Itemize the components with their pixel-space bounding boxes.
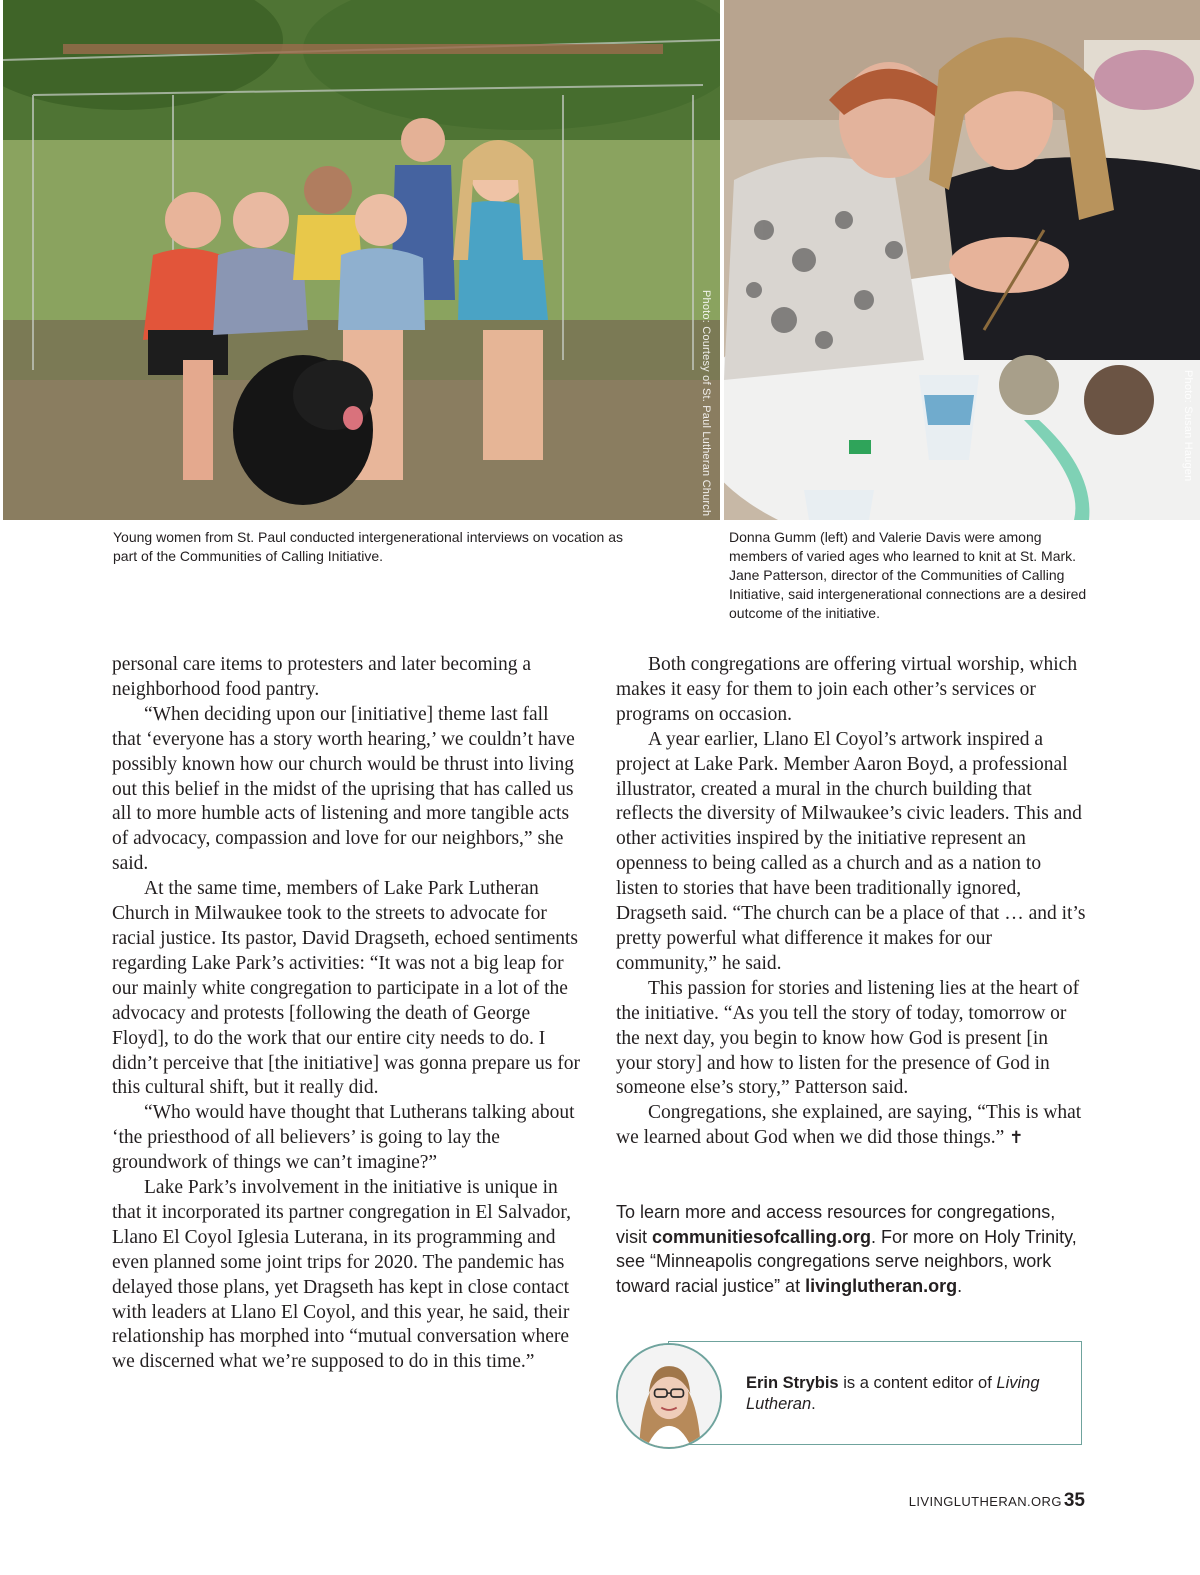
footer-site: LIVINGLUTHERAN.ORG (908, 1494, 1062, 1509)
paragraph: Lake Park’s involvement in the initiative is unique in that it incorporated its partner congregation in El Salvador, Llano El Coyol Iglesia Luterana, in its programming and even planned some joint trips for 2020. The pandemic has delayed those plans, yet Dragseth has kept in close contact with leaders at Llano El Coyol, and this year, he said, their relationship has morphed into “mutual conversation where we discerned what we’re supposed to do in this time.” (112, 1177, 571, 1373)
paragraph: “Who would have thought that Lutherans talking about ‘the priesthood of all believers’ is going to lay the groundwork of things we can’t imagine?” (112, 1102, 575, 1174)
paragraph-last (616, 1101, 1086, 1151)
article-column-right (616, 653, 1086, 1151)
photo-credit-1: Photo: Courtesy of St. Paul Lutheran Church (700, 290, 712, 517)
learn-more-text: To learn more and access resources for congregations, visit (616, 1202, 1056, 1247)
photo-credit-2: Photo: Susan Haugen (1182, 370, 1194, 482)
publication-name: Living Lutheran (746, 1374, 1040, 1413)
photo-caption-1: Young women from St. Paul conducted intergenerational interviews on vocation as part of the Communities of Calling Initiative. (113, 529, 624, 564)
page-footer (909, 1490, 1085, 1512)
paragraph: Both congregations are offering virtual worship, which makes it easy for them to join each other’s services or programs on occasion. (616, 654, 1078, 725)
page-number: 35 (1063, 1490, 1085, 1511)
cross-end-mark-icon: ✝ (1009, 1128, 1024, 1149)
author-bio-text: is a content editor of (838, 1374, 997, 1392)
author-bio (746, 1373, 1046, 1415)
photo-caption-2: Donna Gumm (left) and Valerie Davis were among members of varied ages who learned to knit at St. Mark. Jane Patterson, director of the Communities of Calling Initiative, said intergenerational connections are a desired outcome of the initiative. (729, 529, 1087, 621)
learn-more-note (616, 1200, 1086, 1298)
paragraph: “When deciding upon our [initiative] theme last fall that ‘everyone has a story worth hearing,’ we couldn’t have possibly known how our church would be thrust into living out this belief in the midst of the uprising that has called us all to more humble acts of listening and more tangible acts of advocacy, compassion and love for our neighbors,” she said. (112, 703, 575, 875)
photo-knitting (724, 0, 1200, 520)
communitiesofcalling-link[interactable]: communitiesofcalling.org (652, 1226, 872, 1247)
paragraph: This passion for stories and listening lies at the heart of the initiative. “As you tell the story of today, tomorrow or the next day, you begin to know how God is present [in your story] and how to listen for the presence of God in someone else’s story,” Patterson said. (616, 977, 1080, 1099)
learn-more-text: . For more on Holy Trinity, see “Minneapolis congregations serve neighbors, work toward racial justice” at (616, 1226, 1077, 1296)
paragraph: personal care items to protesters and later becoming a neighborhood food pantry. (112, 654, 532, 700)
article-column-left (112, 653, 582, 1375)
photo-young-women (3, 0, 720, 520)
learn-more-text: . (957, 1275, 963, 1296)
paragraph: A year earlier, Llano El Coyol’s artwork inspired a project at Lake Park. Member Aaron Boyd, a professional illustrator, created a mural in the church building that reflects the diversity of Milwaukee’s civic leaders. This and other activities inspired by the initiative represent an openness to being called as a church and as a nation to listen to stories that have been traditionally ignored, Dragseth said. “The church can be a place of that … and it’s pretty powerful what difference it makes for our community,” he said. (616, 728, 1086, 974)
author-name: Erin Strybis (746, 1374, 839, 1392)
paragraph: At the same time, members of Lake Park Lutheran Church in Milwaukee took to the streets to advocate for racial justice. Its pastor, David Dragseth, echoed sentiments regarding Lake Park’s activities: “It was not a big leap for our mainly white congregation to participate in a lot of the advocacy and protests [following the death of George Floyd], to do the work that our entire city needs to do. I didn’t perceive that [the initiative] was gonna prepare us for this cultural shift, but it really did. (112, 878, 581, 1099)
livinglutheran-link[interactable]: livinglutheran.org (805, 1275, 958, 1296)
paragraph-text: Congregations, she explained, are saying, “This is what we learned about God when we did those things.” (616, 1102, 1082, 1149)
author-avatar (616, 1343, 722, 1449)
author-bio-text: . (811, 1395, 816, 1413)
